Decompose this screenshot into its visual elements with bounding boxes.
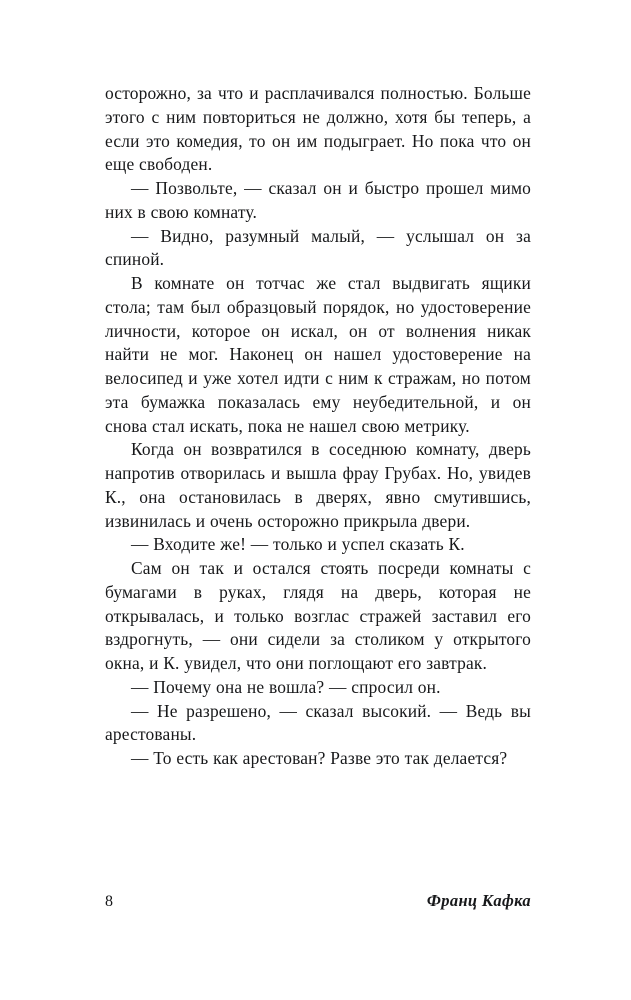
body-text-column: [105, 82, 531, 771]
paragraph: осторожно, за что и расплачивался полностью. Больше этого с ним повториться не должно, хотя бы теперь, а если это комедия, то он им подыграет. Но пока что он еще свободен.: [105, 83, 531, 175]
paragraph: — То есть как арестован? Разве это так делается?: [131, 748, 508, 768]
page-number: 8: [105, 893, 113, 910]
paragraph: — Почему она не вошла? — спросил он.: [131, 676, 441, 697]
running-head-author: Франц Кафка: [426, 891, 531, 910]
paragraph: Когда он возвратился в соседнюю комнату, дверь напротив отворилась и вышла фрау Грубах. Но, увидев К., она остановилась в дверях, явно смутившись, извинилась и очень осторожно прикрыла двери.: [105, 439, 531, 531]
paragraph: — Входите же! — только и успел сказать К.: [131, 534, 465, 555]
page-footer: [105, 893, 531, 910]
paragraph: В комнате он тотчас же стал выдвигать ящики стола; там был образцовый порядок, но удостоверение личности, которое он искал, он от волнения никак найти не мог. Наконец он нашел удостоверение на велосипед и уже хотел идти с ним к стражам, но потом эта бумажка показалась ему неубедительной, и он снова стал искать, пока не нашел свою метрику.: [105, 273, 531, 436]
paragraph: — Видно, разумный малый, — услышал он за спиной.: [105, 225, 531, 270]
paragraph: — Не разрешено, — сказал высокий. — Ведь вы арестованы.: [105, 700, 531, 745]
paragraph: Сам он так и остался стоять посреди комнаты с бумагами в руках, глядя на дверь, которая не открывалась, и только возглас стражей заставил его вздрогнуть, — они сидели за столиком у открытого окна, и К. увидел, что они поглощают его завтрак.: [105, 558, 531, 673]
paragraph: — Позвольте, — сказал он и быстро прошел мимо них в свою комнату.: [105, 178, 531, 222]
